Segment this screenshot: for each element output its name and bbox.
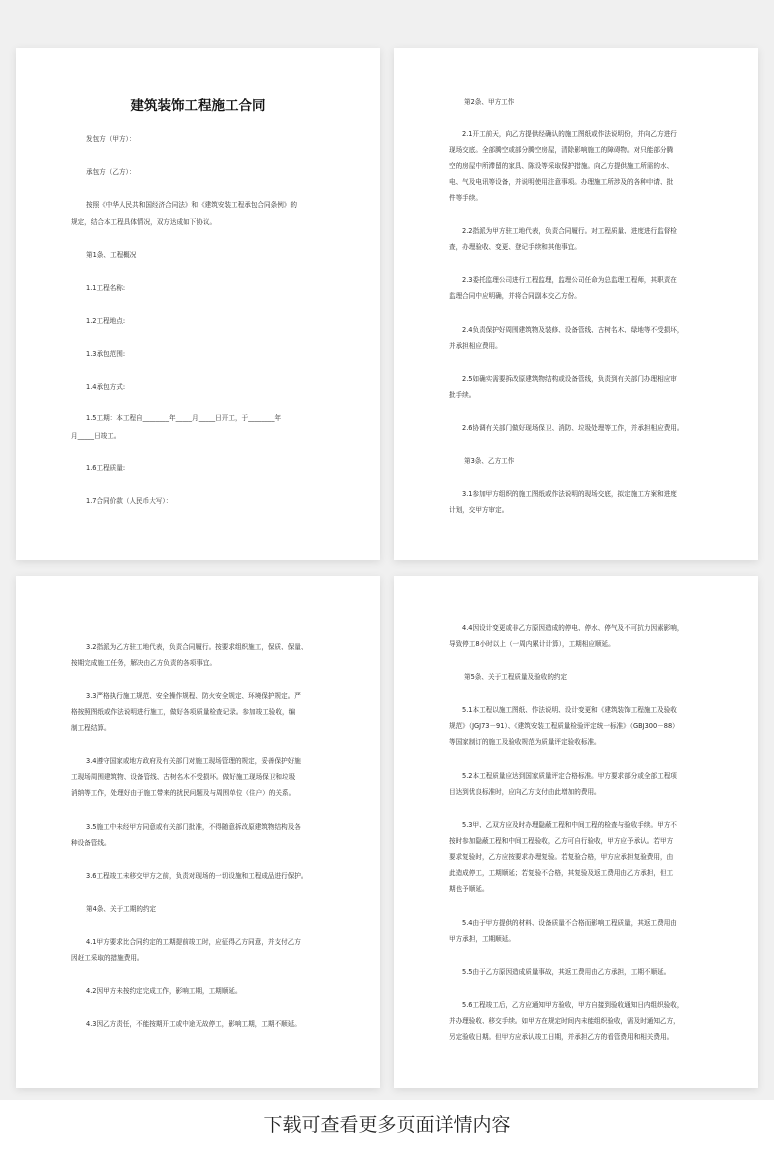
text-line: 甲方承担，工期顺延。 (449, 935, 515, 943)
text-line: 格按照图纸或作法说明进行施工，做好各项质量检查记录。参加竣工验收，编 (71, 708, 296, 716)
text-line: 消纳等工作，处理好由于施工带来的扰民问题及与周围单位（住户）的关系。 (71, 789, 296, 797)
document-page-1 (16, 48, 380, 560)
text-line: 5.1本工程以施工图纸、作法说明、设计变更和《建筑装饰工程施工及验收 (462, 706, 677, 714)
text-line: 导致停工8小时以上（一周内累计计算），工期相应顺延。 (449, 640, 615, 648)
section-heading: 第3条、乙方工作 (464, 457, 515, 465)
text-line: 2.5如确实需要拆改原建筑物结构或设备管线，负责到有关部门办理相应审 (462, 375, 677, 383)
document-page-2 (394, 48, 758, 560)
text-line: 2.1开工前天，向乙方提供经确认的施工图纸或作法说明份，并向乙方进行 (462, 130, 677, 138)
text-line: 规定，结合本工程具体情况，双方达成如下协议。 (71, 218, 217, 226)
text-line: 另定验收日期。但甲方应承认竣工日期，并承担乙方的看管费用和相关费用。 (449, 1033, 674, 1041)
text-line: 此造成停工，工期顺延；若复验不合格，其复验及返工费用由乙方承担，但工 (449, 869, 674, 877)
text-line: 2.2指派为甲方驻工地代表，负责合同履行。对工程质量、进度进行监督检 (462, 227, 677, 235)
text-line: 4.1甲方要求比合同约定的工期提前竣工时，应征得乙方同意，并支付乙方 (86, 938, 301, 946)
text-line: 3.5施工中未经甲方同意或有关部门批准，不得随意拆改原建筑物结构及各 (86, 823, 301, 831)
text-line: 5.6工程竣工后，乙方应通知甲方验收，甲方自接到验收通知日内组织验收， (462, 1001, 684, 1009)
section-heading: 第4条、关于工期的约定 (86, 905, 157, 913)
text-line: 期也予顺延。 (449, 885, 489, 893)
text-line: 1.5工期：本工程自________年_____月_____日开工，于________年 (86, 414, 282, 422)
text-line: 2.3委托监理公司进行工程监理，监理公司任命为总监理工程师，其职责在 (462, 276, 677, 284)
text-line: 承包方（乙方）： (86, 168, 136, 176)
text-line: 按时参加隐蔽工程和中间工程验收，乙方可自行验收，甲方应予承认。若甲方 (449, 837, 674, 845)
text-line: 5.4由于甲方提供的材料、设备质量不合格而影响工程质量，其返工费用由 (462, 919, 677, 927)
text-line: 目达到优良标准时，应向乙方支付由此增加的费用。 (449, 788, 601, 796)
document-page-3 (16, 576, 380, 1088)
text-line: 1.3承包范围: (86, 350, 126, 358)
text-line: 4.2因甲方未按约定完成工作，影响工期，工期顺延。 (86, 987, 242, 995)
text-line: 等国家制订的施工及验收规范为质量评定验收标准。 (449, 738, 601, 746)
text-line: 按期完成施工任务，解决由乙方负责的各项事宜。 (71, 659, 217, 667)
text-line: 3.4遵守国家或地方政府及有关部门对施工现场管理的规定，妥善保护好施 (86, 757, 301, 765)
text-line: 要求复验时，乙方应按要求办理复验。若复验合格，甲方应承担复验费用，由 (449, 853, 674, 861)
text-line: 1.2工程地点: (86, 317, 126, 325)
text-line: 3.6工程竣工未移交甲方之前，负责对现场的一切设施和工程成品进行保护。 (86, 872, 308, 880)
text-line: 4.3因乙方责任，不能按期开工或中途无故停工，影响工期，工期不顺延。 (86, 1020, 301, 1028)
text-line: 5.3甲、乙双方应及时办理隐蔽工程和中间工程的检查与验收手续。甲方不 (462, 821, 677, 829)
download-more-prompt[interactable]: 下载可查看更多页面详情内容 (263, 1114, 511, 1136)
text-line: 4.4因设计变更或非乙方原因造成的停电、停水、停气及不可抗力因素影响， (462, 624, 684, 632)
text-line: 批手续。 (449, 391, 476, 399)
document-page-4 (394, 576, 758, 1088)
text-line: 1.7合同价款（人民币大写）： (86, 497, 173, 505)
text-line: 件等手续。 (449, 194, 482, 202)
text-line: 1.1工程名称: (86, 284, 126, 292)
text-line: 按照《中华人民共和国经济合同法》和《建筑安装工程承包合同条例》的 (86, 201, 297, 209)
text-line: 5.2本工程质量应达到国家质量评定合格标准。甲方要求部分或全部工程项 (462, 772, 677, 780)
text-line: 电、气及电讯等设备，并说明使用注意事项。办理施工所涉及的各种申请、批 (449, 178, 674, 186)
text-line: 3.3严格执行施工规范、安全操作规程、防火安全规定、环境保护规定。严 (86, 692, 301, 700)
text-line: 月_____日竣工。 (71, 432, 121, 440)
section-heading: 第2条、甲方工作 (464, 98, 515, 106)
text-line: 2.6协调有关部门做好现场保卫、消防、垃圾处理等工作，并承担相应费用。 (462, 424, 684, 432)
text-line: 并承担相应费用。 (449, 342, 502, 350)
text-line: 5.5由于乙方原因造成质量事故，其返工费用由乙方承担，工期不顺延。 (462, 968, 671, 976)
text-line: 1.4承包方式: (86, 383, 126, 391)
text-line: 发包方（甲方）： (86, 135, 136, 143)
section-heading: 第5条、关于工程质量及验收的约定 (464, 673, 568, 681)
text-line: 计划，交甲方审定。 (449, 506, 509, 514)
text-line: 种设备管线。 (71, 839, 111, 847)
text-line: 工现场周围建筑物、设备管线、古树名木不受损坏。做好施工现场保卫和垃圾 (71, 773, 296, 781)
section-heading: 第1条、工程概况 (86, 251, 137, 259)
text-line: 2.4负责保护好周围建筑物及装修、设备管线、古树名木、绿地等不受损坏， (462, 326, 684, 334)
text-line: 监理合同中应明确，并将合同副本交乙方份。 (449, 292, 581, 300)
text-line: 1.6工程质量: (86, 464, 126, 472)
text-line: 3.1参加甲方组织的施工图纸或作法说明的现场交底，拟定施工方案和进度 (462, 490, 677, 498)
text-line: 并办理验收、移交手续。如甲方在规定时间内未能组织验收，需及时通知乙方， (449, 1017, 680, 1025)
text-line: 因赶工采取的措施费用。 (71, 954, 144, 962)
contract-title: 建筑装饰工程施工合同 (130, 98, 266, 114)
text-line: 3.2指派为乙方驻工地代表，负责合同履行。按要求组织施工，保质、保量、 (86, 643, 308, 651)
text-line: 现场交底。全部腾空或部分腾空房屋，清除影响施工的障碍物。对只能部分腾 (449, 146, 674, 154)
text-line: 查，办理验收、变更、登记手续和其他事宜。 (449, 243, 581, 251)
text-line: 规范》（JGJ73－91）、《建筑安装工程质量检验评定统一标准》（GBJ300－88） (449, 722, 679, 730)
text-line: 制工程结算。 (71, 724, 111, 732)
text-line: 空的房屋中所滞留的家具、陈设等采取保护措施。向乙方提供施工所需的水、 (449, 162, 674, 170)
